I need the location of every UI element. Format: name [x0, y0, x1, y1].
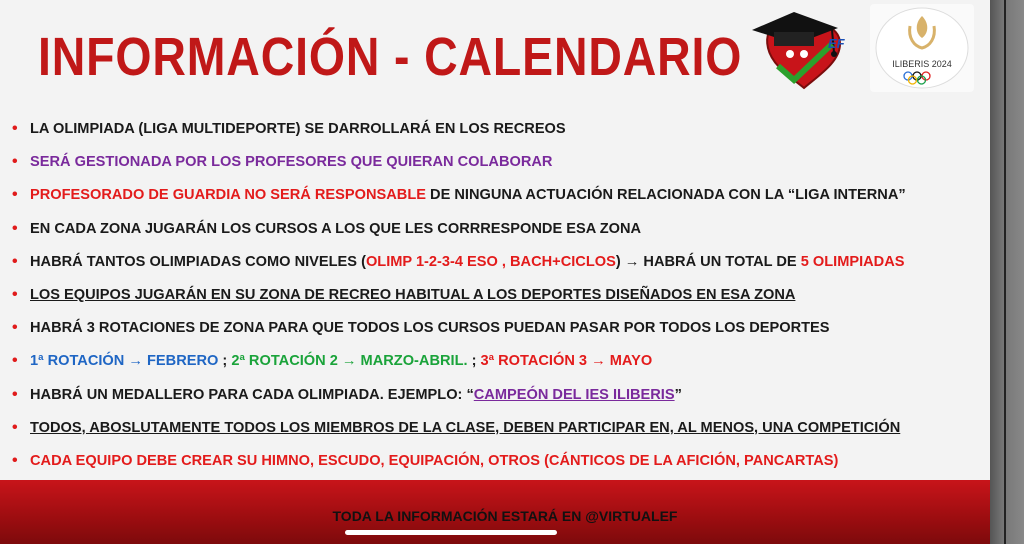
item-text: ” [674, 386, 682, 403]
list-item [8, 147, 983, 180]
window-edge [990, 0, 1024, 544]
separator: ; [467, 353, 481, 370]
item-text-highlight: PROFESORADO DE GUARDIA NO SERÁ RESPONSABLE [30, 187, 426, 204]
item-text: LOS EQUIPOS JUGARÁN EN SU ZONA DE RECREO HABITUAL A LOS DEPORTES DISEÑADOS EN ESA ZONA [30, 286, 796, 303]
list-item [8, 313, 983, 346]
rotation-2: 2ª ROTACIÓN 2 → MARZO-ABRIL. [231, 353, 468, 370]
bullet-icon: • [12, 385, 18, 403]
rotation-1: 1ª ROTACIÓN → FEBRERO [30, 353, 219, 370]
item-text: HABRÁ UN MEDALLERO PARA CADA OLIMPIADA. EJEMPLO: “ [30, 386, 474, 403]
footer-text: TODA LA INFORMACIÓN ESTARÁ EN @VIRTUALEF [332, 508, 678, 524]
olympic-emblem-icon [870, 4, 974, 92]
bullet-icon: • [12, 252, 18, 270]
bullet-icon: • [12, 418, 18, 436]
list-item [8, 413, 983, 446]
info-list [8, 114, 983, 479]
list-item [8, 214, 983, 247]
list-item [8, 180, 983, 213]
list-item [8, 446, 983, 479]
item-text: LA OLIMPIADA (LIGA MULTIDEPORTE) SE DARROLLARÁ EN LOS RECREOS [30, 121, 566, 137]
bullet-icon: • [12, 219, 18, 237]
olympic-logo [870, 4, 974, 92]
bullet-icon: • [12, 120, 18, 137]
olympic-logo-text: ILIBERIS 2024 [892, 59, 952, 69]
list-item [8, 247, 983, 280]
slide-title: INFORMACIÓN - CALENDARIO [38, 27, 743, 87]
bullet-icon: • [12, 153, 18, 171]
item-text: EN CADA ZONA JUGARÁN LOS CURSOS A LOS QUE LES CORRRESPONDE ESA ZONA [30, 220, 642, 237]
item-text: CADA EQUIPO DEBE CREAR SU HIMNO, ESCUDO, EQUIPACIÓN, OTROS (CÁNTICOS DE LA AFICIÓN, PANCARTAS) [30, 452, 839, 469]
ef-logo-text: EF [828, 36, 845, 51]
window-edge-line [1004, 0, 1006, 544]
bullet-icon: • [12, 352, 18, 370]
home-indicator[interactable] [345, 530, 557, 535]
item-text: HABRÁ 3 ROTACIONES DE ZONA PARA QUE TODOS LOS CURSOS PUEDAN PASAR POR TODOS LOS DEPORTES [30, 320, 830, 337]
item-text: TODOS, ABOSLUTAMENTE TODOS LOS MIEMBROS DE LA CLASE, DEBEN PARTICIPAR EN, AL MENOS, UNA COMPETICIÓN [30, 419, 901, 436]
separator: ; [218, 353, 232, 370]
bullet-icon: • [12, 285, 18, 303]
bullet-icon: • [12, 319, 18, 337]
list-item [8, 380, 983, 413]
rotation-3: 3ª ROTACIÓN 3 → MAYO [480, 353, 653, 370]
item-text: ) → HABRÁ UN TOTAL DE [615, 253, 801, 270]
bullet-icon: • [12, 451, 18, 469]
list-item [8, 280, 983, 313]
item-text-highlight: OLIMP 1-2-3-4 ESO , BACH+CICLOS [365, 253, 616, 270]
bullet-icon: • [12, 186, 18, 204]
list-item [8, 346, 983, 379]
campeon-link[interactable]: CAMPEÓN DEL IES ILIBERIS [473, 386, 675, 403]
item-text: SERÁ GESTIONADA POR LOS PROFESORES QUE QUIERAN COLABORAR [30, 154, 553, 171]
item-text: HABRÁ TANTOS OLIMPIADAS COMO NIVELES ( [30, 253, 366, 270]
item-text: DE NINGUNA ACTUACIÓN RELACIONADA CON LA “LIGA INTERNA” [425, 187, 906, 204]
list-item [8, 114, 983, 147]
item-text-highlight: 5 OLIMPIADAS [800, 253, 905, 270]
ef-logo-icon [748, 8, 854, 92]
